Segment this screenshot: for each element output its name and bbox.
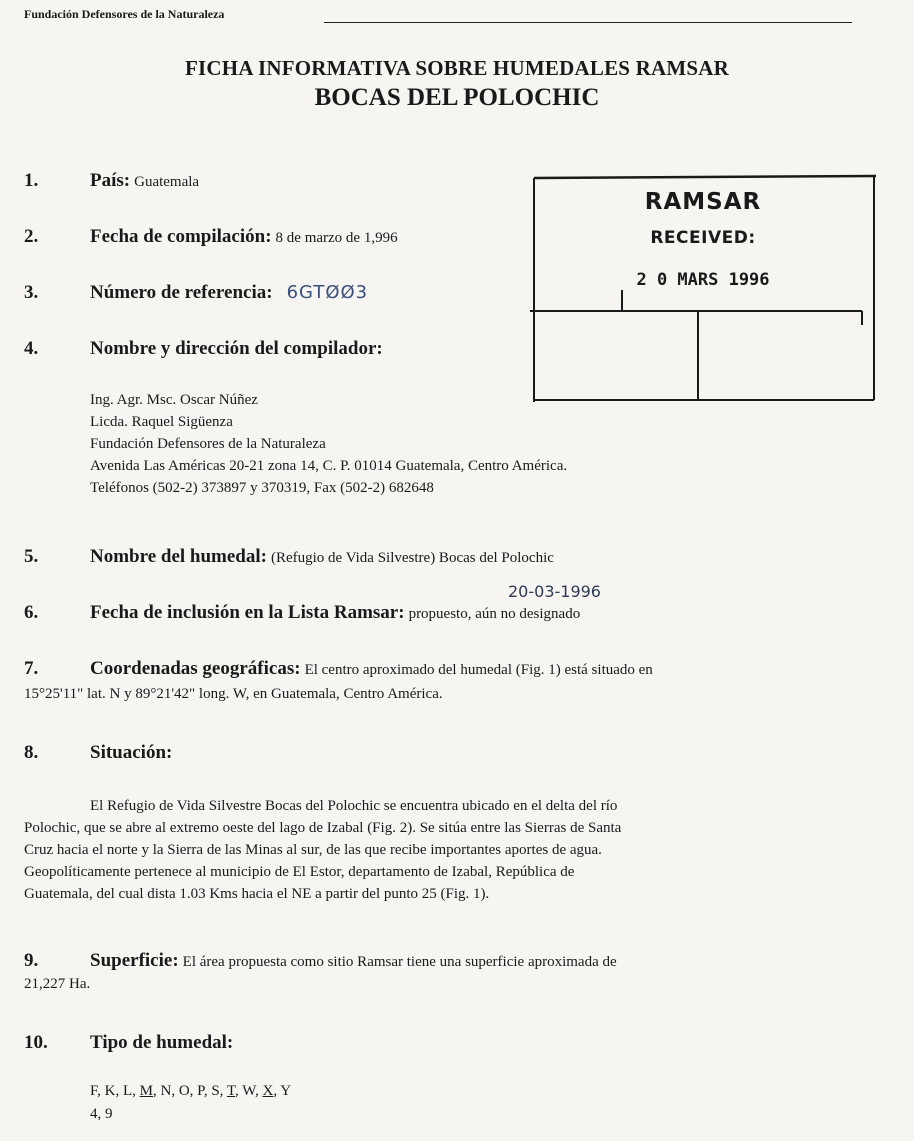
item-3-number: 3.: [24, 282, 39, 303]
item-9-number: 9.: [24, 950, 39, 971]
situation-line: Geopolíticamente pertenece al municipio de El Estor, departamento de Izabal, República de: [24, 864, 575, 880]
wetland-type-code: , N, O, P, S,: [152, 1083, 227, 1099]
wetland-type-code-underlined: T: [226, 1083, 235, 1099]
item-5-content: [90, 546, 554, 568]
compiler-address-block: [90, 389, 567, 499]
item-6: [24, 602, 38, 624]
stamp-ramsar: RAMSAR: [644, 189, 762, 215]
item-6-label: Fecha de inclusión en la Lista Ramsar:: [90, 602, 405, 623]
item-2-label: Fecha de compilación:: [90, 226, 272, 247]
wetland-title: BOCAS DEL POLOCHIC: [314, 84, 600, 111]
compiler-line: Ing. Agr. Msc. Oscar Núñez: [90, 392, 258, 408]
situation-paragraph: [24, 795, 860, 905]
situation-line: El Refugio de Vida Silvestre Bocas del Polochic se encuentra ubicado en el delta del río: [90, 798, 618, 814]
item-4-content: [90, 338, 383, 360]
item-10-label: Tipo de humedal:: [90, 1032, 234, 1053]
ramsar-received-stamp: [530, 170, 876, 402]
item-5-label: Nombre del humedal:: [90, 546, 267, 567]
item-1-content: [90, 170, 199, 192]
document-title: FICHA INFORMATIVA SOBRE HUMEDALES RAMSAR: [185, 56, 729, 80]
item-3-content: [90, 282, 368, 304]
item-4-number: 4.: [24, 338, 39, 359]
item-2-content: [90, 226, 398, 248]
situation-line: Cruz hacia el norte y la Sierra de las Minas al sur, de las que recibe importantes aportes de agua.: [24, 842, 602, 858]
item-4-label: Nombre y dirección del compilador:: [90, 338, 383, 359]
situation-line: Polochic, que se abre al extremo oeste del lago de Izabal (Fig. 2). Se sitúa entre las Sierras de Santa: [24, 820, 622, 836]
wetland-type-code: F, K, L,: [90, 1083, 140, 1099]
item-6-content: [90, 602, 580, 624]
item-8: [24, 742, 38, 764]
wetland-type-code-underlined: X: [262, 1083, 274, 1099]
item-2: [24, 226, 38, 248]
item-6-number: 6.: [24, 602, 39, 623]
compiler-line: Licda. Raquel Sigüenza: [90, 414, 233, 430]
item-3-label: Número de referencia:: [90, 282, 273, 303]
item-3-handwritten-value: 6GTØØ3: [286, 282, 369, 303]
item-9: [24, 950, 38, 972]
item-7-content: [90, 658, 653, 680]
item-7-value-line1: El centro aproximado del humedal (Fig. 1) está situado en: [304, 662, 653, 678]
compiler-line: Fundación Defensores de la Naturaleza: [90, 436, 326, 452]
item-5-value: (Refugio de Vida Silvestre) Bocas del Polochic: [270, 550, 554, 566]
compiler-line: Teléfonos (502-2) 373897 y 370319, Fax (502-2) 682648: [90, 480, 434, 496]
stamp-received: RECEIVED:: [650, 228, 756, 248]
item-9-value-line2: 21,227 Ha.: [24, 976, 91, 992]
item-4: [24, 338, 38, 360]
header-organization: Fundación Defensores de la Naturaleza: [24, 7, 225, 21]
item-8-number: 8.: [24, 742, 39, 763]
item-1-value: Guatemala: [134, 174, 200, 190]
item-10-content: [90, 1032, 233, 1054]
header-rule: [324, 22, 852, 23]
situation-line: Guatemala, del cual dista 1.03 Kms hacia el NE a partir del punto 25 (Fig. 1).: [24, 886, 490, 902]
wetland-type-numbers: 4, 9: [90, 1106, 113, 1122]
wetland-type-codes: [90, 1083, 291, 1100]
item-1: [24, 170, 38, 192]
item-7: [24, 658, 38, 680]
wetland-type-code-underlined: M: [139, 1083, 153, 1099]
item-3: [24, 282, 38, 304]
wetland-type-code: , W,: [234, 1083, 263, 1099]
item-5: [24, 546, 38, 568]
item-9-label: Superficie:: [90, 950, 179, 971]
item-9-value-line1: El área propuesta como sitio Ramsar tiene una superficie aproximada de: [182, 954, 617, 970]
item-2-number: 2.: [24, 226, 39, 247]
item-5-number: 5.: [24, 546, 39, 567]
item-1-label: País:: [90, 170, 131, 191]
item-9-content: [90, 950, 617, 972]
item-7-number: 7.: [24, 658, 39, 679]
stamp-date: 2 0 MARS 1996: [636, 270, 770, 290]
compiler-line: Avenida Las Américas 20-21 zona 14, C. P. 01014 Guatemala, Centro América.: [90, 458, 568, 474]
item-6-handwritten-date: 20-03-1996: [508, 582, 601, 601]
item-7-label: Coordenadas geográficas:: [90, 658, 301, 679]
wetland-type-code: , Y: [273, 1083, 292, 1099]
item-8-content: [90, 742, 172, 764]
item-7-value-line2: 15°25'11" lat. N y 89°21'42" long. W, en Guatemala, Centro América.: [24, 686, 443, 702]
item-8-label: Situación:: [90, 742, 173, 763]
item-6-value: propuesto, aún no designado: [408, 606, 581, 622]
item-2-value: 8 de marzo de 1,996: [275, 230, 398, 246]
item-10-number: 10.: [24, 1032, 48, 1053]
item-10: [24, 1032, 48, 1054]
item-1-number: 1.: [24, 170, 39, 191]
